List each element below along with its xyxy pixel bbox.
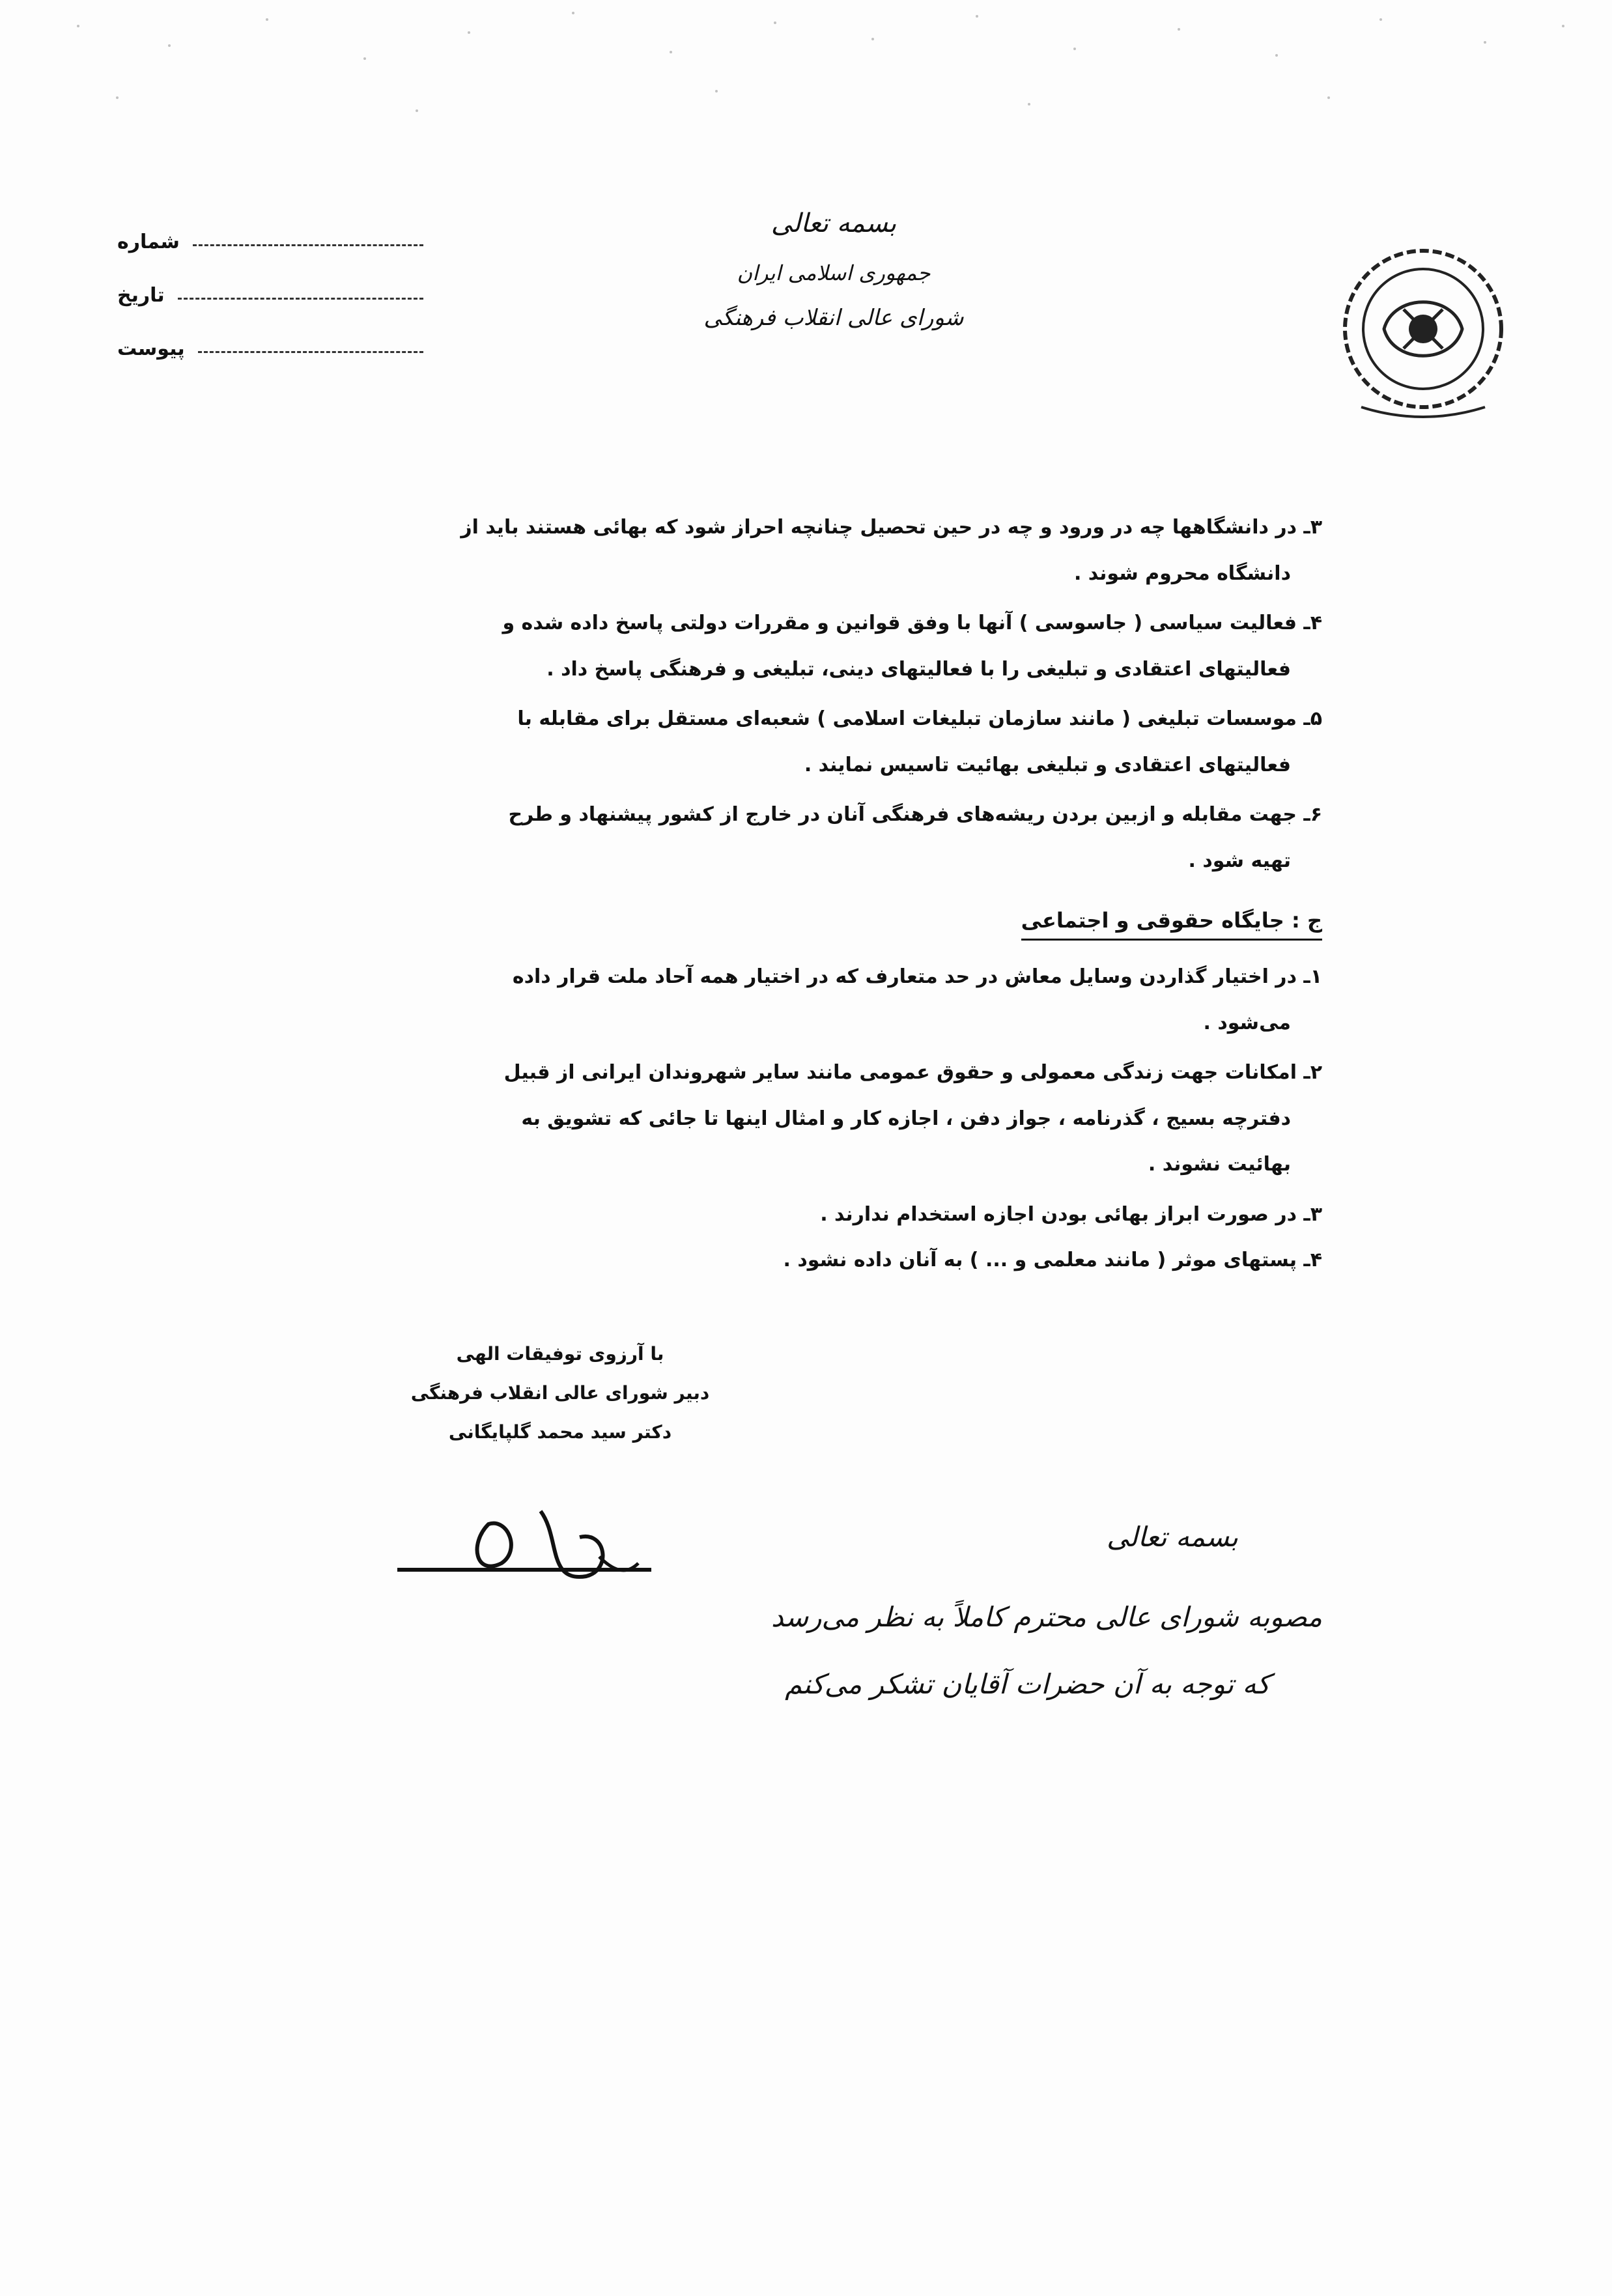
- field-number-label: شماره: [117, 230, 180, 253]
- letter-body: [365, 515, 1322, 1294]
- council-emblem: [1322, 231, 1524, 433]
- letter-fields: [117, 215, 423, 375]
- handwritten-note: [749, 1518, 1348, 1732]
- section-heading: ج : جایگاه حقوقی و اجتماعی: [1021, 907, 1322, 941]
- field-date-line: [178, 298, 423, 300]
- field-number: [117, 215, 423, 268]
- field-attachment-label: پیوست: [117, 337, 185, 360]
- field-attachment-line: [198, 351, 423, 353]
- body-line: ۵ـ موسسات تبلیغی ( مانند سازمان تبلیغات اسلامی ) شعبه‌ای مستقل برای مقابله با: [517, 707, 1322, 730]
- section-line: می‌شود .: [1203, 1011, 1291, 1034]
- signer-title: دبیر شورای عالی انقلاب فرهنگی: [410, 1382, 710, 1404]
- section-line: ۱ـ در اختیار گذاردن وسایل معاش در حد متعارف که در اختیار همه آحاد ملت قرار داده: [512, 965, 1322, 989]
- section-line: ۴ـ پستهای موثر ( مانند معلمی و ... ) به آنان داده نشود .: [783, 1249, 1322, 1272]
- body-line: دانشگاه محروم شوند .: [1073, 561, 1291, 585]
- body-line: ۳ـ در دانشگاهها چه در ورود و چه در حین تحصیل چنانچه احراز شود که بهائی هستند باید از: [460, 516, 1322, 539]
- field-attachment: [117, 322, 423, 375]
- section-line: بهائیت نشوند .: [1148, 1153, 1291, 1176]
- body-line: تهیه شود .: [1188, 849, 1291, 872]
- body-line: فعالیتهای اعتقادی و تبلیغی را با فعالیتهای دینی، تبلیغی و فرهنگی پاسخ داد .: [546, 657, 1291, 681]
- field-date: [117, 268, 423, 322]
- note-salutation: بسمه تعالی: [1107, 1521, 1238, 1553]
- field-number-line: [193, 244, 423, 246]
- scan-noise: [0, 0, 1612, 169]
- republic-name: جمهوری اسلامی ایران: [737, 261, 931, 285]
- section-line: ۳ـ در صورت ابراز بهائی بودن اجازه استخدام ندارند .: [820, 1202, 1322, 1226]
- closing-phrase: با آرزوی توفیقات الهی: [456, 1343, 664, 1365]
- handwritten-signature: [391, 1498, 664, 1596]
- letterhead: [651, 208, 1016, 331]
- body-line: ۴ـ فعالیت سیاسی ( جاسوسی ) آنها با وفق قوانین و مقررات دولتی پاسخ داده شده و: [502, 612, 1322, 634]
- council-name: شورای عالی انقلاب فرهنگی: [703, 305, 964, 331]
- field-date-label: تاریخ: [117, 283, 165, 307]
- body-line: فعالیتهای اعتقادی و تبلیغی بهائیت تاسیس نمایند .: [804, 753, 1291, 776]
- section-line: دفترچه بسیج ، گذرنامه ، جواز دفن ، اجازه کار و امثال اینها تا جائی که تشویق به: [521, 1107, 1291, 1130]
- signature-block: [365, 1342, 756, 1458]
- section-line: ۲ـ امکانات جهت زندگی معمولی و حقوق عمومی مانند سایر شهروندان ایرانی از قبیل: [503, 1061, 1322, 1084]
- body-line: ۶ـ جهت مقابله و ازبین بردن ریشه‌های فرهنگی آنان در خارج از کشور پیشنهاد و طرح: [508, 803, 1322, 826]
- note-line: مصوبه شورای عالی محترم کاملاً به نظر می‌رسد: [771, 1600, 1322, 1633]
- basmala: بسمه تعالی: [771, 208, 897, 238]
- signer-name: دکتر سید محمد گلپایگانی: [448, 1421, 672, 1443]
- note-line: که توجه به آن حضرات آقایان تشکر می‌کنم: [785, 1667, 1270, 1700]
